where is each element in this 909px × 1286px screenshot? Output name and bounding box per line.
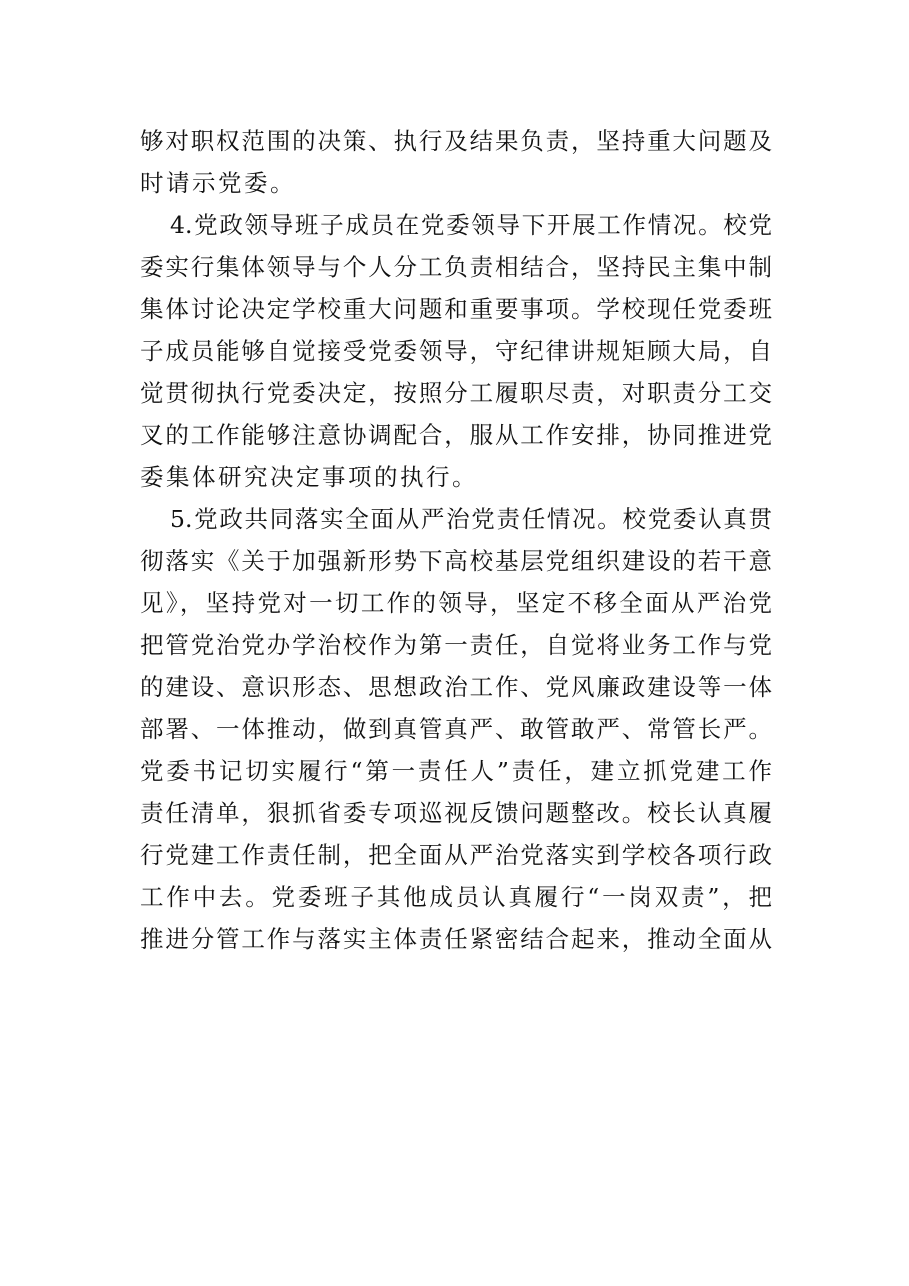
text-line: 部署、一体推动，做到真管真严、敢管敢严、常管长严。 bbox=[140, 715, 772, 743]
text-line: 够对职权范围的决策、执行及结果负责，坚持重大问题及 bbox=[140, 127, 772, 155]
text-line: 的建设、意识形态、思想政治工作、党风廉政建设等一体 bbox=[140, 673, 772, 701]
paragraph-4-first-line: 4.党政领导班子成员在党委领导下开展工作情况。校党 bbox=[170, 211, 772, 239]
text-line: 子成员能够自觉接受党委领导，守纪律讲规矩顾大局，自 bbox=[140, 337, 772, 365]
text-line: 彻落实《关于加强新形势下高校基层党组织建设的若干意 bbox=[140, 547, 772, 575]
paragraph-5-first-line: 5.党政共同落实全面从严治党责任情况。校党委认真贯 bbox=[170, 505, 772, 533]
document-body bbox=[140, 120, 772, 960]
text-line: 行党建工作责任制，把全面从严治党落实到学校各项行政 bbox=[140, 841, 772, 869]
text-line: 见》，坚持党对一切工作的领导，坚定不移全面从严治党 bbox=[140, 589, 772, 617]
text-line: 工作中去。党委班子其他成员认真履行“一岗双责”，把 bbox=[140, 883, 772, 911]
text-line: 党委书记切实履行“第一责任人”责任，建立抓党建工作 bbox=[140, 757, 772, 785]
text-line: 责任清单，狠抓省委专项巡视反馈问题整改。校长认真履 bbox=[140, 799, 772, 827]
text-line: 觉贯彻执行党委决定，按照分工履职尽责，对职责分工交 bbox=[140, 379, 772, 407]
text-line: 叉的工作能够注意协调配合，服从工作安排，协同推进党 bbox=[140, 421, 772, 449]
text-line: 委集体研究决定事项的执行。 bbox=[140, 463, 478, 491]
text-line: 集体讨论决定学校重大问题和重要事项。学校现任党委班 bbox=[140, 295, 772, 323]
text-line: 推进分管工作与落实主体责任紧密结合起来，推动全面从 bbox=[140, 925, 772, 953]
text-line: 时请示党委。 bbox=[140, 169, 296, 197]
text-line: 把管党治党办学治校作为第一责任，自觉将业务工作与党 bbox=[140, 631, 772, 659]
text-line: 委实行集体领导与个人分工负责相结合，坚持民主集中制 bbox=[140, 253, 772, 281]
